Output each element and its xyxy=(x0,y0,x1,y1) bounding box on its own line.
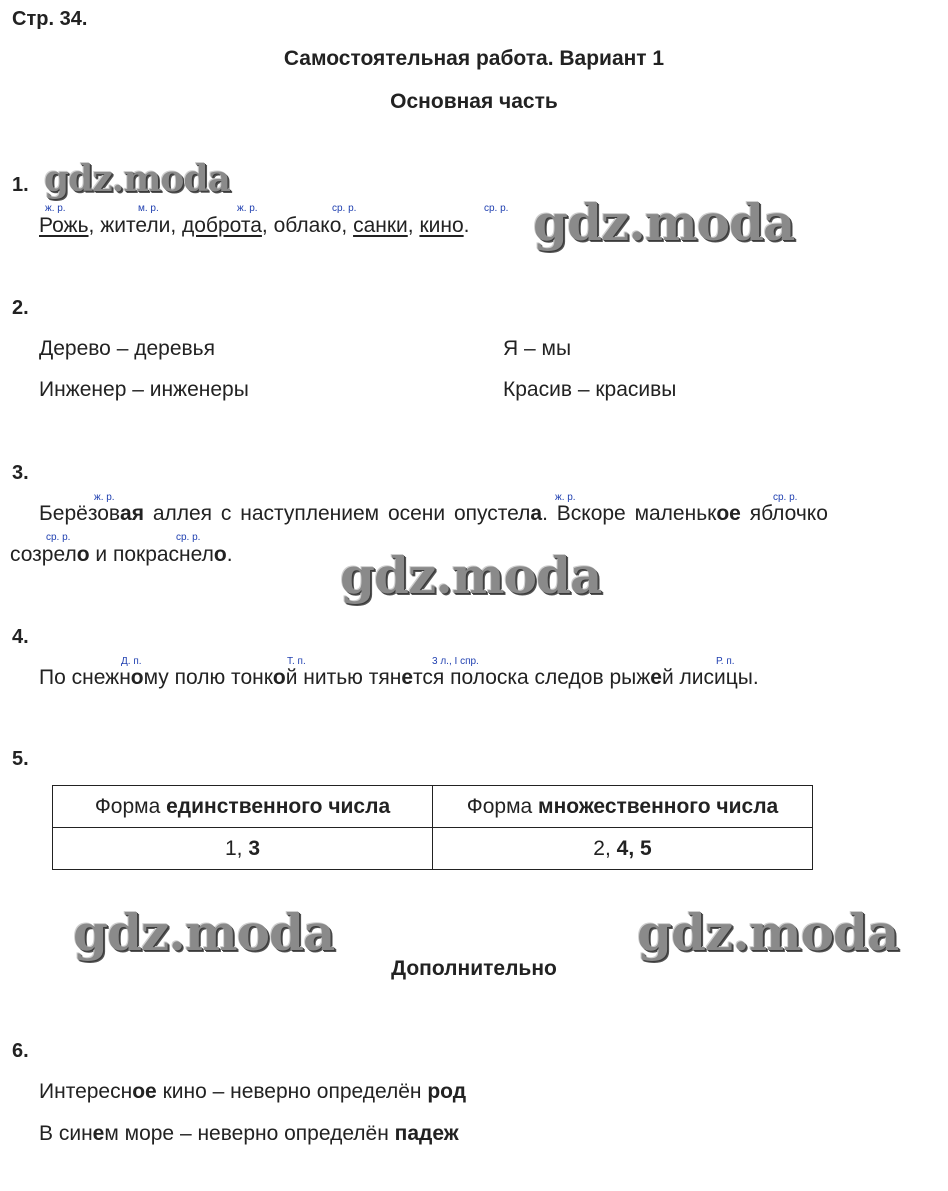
task1-sentence xyxy=(39,214,469,238)
task3-line-1 xyxy=(39,502,828,526)
task1-word-dobrota: доброта xyxy=(182,214,262,237)
task3-annotation-2: ж. р. xyxy=(555,492,576,503)
watermark-logo: gdz.moda xyxy=(44,158,230,200)
page-title: Самостоятельная работа. Вариант 1 xyxy=(283,47,665,70)
cell-bold: 4, 5 xyxy=(616,836,652,860)
text-segment: тся полоска следов рыж xyxy=(413,666,651,689)
ending-bold: о xyxy=(213,543,227,566)
task1-annotation-rozh: ж. р. xyxy=(45,203,66,214)
ending-bold: ое xyxy=(132,1080,157,1103)
header-text: Форма xyxy=(94,794,167,818)
text-segment: По снежн xyxy=(39,666,131,689)
task6-number: 6. xyxy=(12,1040,29,1062)
text-segment: . xyxy=(226,543,233,566)
task4-annotation-2: Т. п. xyxy=(287,656,306,667)
task4-number: 4. xyxy=(12,626,29,648)
watermark-logo: gdz.moda xyxy=(73,903,335,962)
task6-line-1 xyxy=(39,1080,466,1104)
forms-table xyxy=(52,785,813,870)
task1-annotation-zhiteli: м. р. xyxy=(138,203,159,214)
ending-bold: о xyxy=(76,543,90,566)
header-text: Форма xyxy=(466,794,539,818)
ending-bold: е xyxy=(92,1122,105,1145)
task2-number: 2. xyxy=(12,297,29,319)
page-subtitle: Основная часть xyxy=(390,90,558,113)
ending-bold: а xyxy=(530,502,543,525)
text-segment: и покраснел xyxy=(89,543,214,566)
watermark-logo: gdz.moda xyxy=(637,903,899,962)
text-segment: кино – неверно определён xyxy=(156,1080,428,1103)
task3-annotation-5: ср. р. xyxy=(176,532,201,543)
task4-annotation-4: Р. п. xyxy=(716,656,735,667)
task4-annotation-3: 3 л., I спр. xyxy=(432,656,479,667)
task1-annotation-oblako: ср. р. xyxy=(332,203,357,214)
task1-separator: , xyxy=(407,214,420,237)
ending-bold: е xyxy=(650,666,662,689)
cell-text: 2, xyxy=(593,836,617,860)
task4-sentence xyxy=(39,666,759,690)
task6-line-2 xyxy=(39,1122,459,1146)
table-header-row xyxy=(53,786,813,828)
watermark-logo: gdz.moda xyxy=(340,546,602,605)
header-plural xyxy=(433,786,813,828)
table-row xyxy=(53,828,813,870)
task1-annotation-kino: ср. р. xyxy=(484,203,509,214)
task3-annotation-4: ср. р. xyxy=(46,532,71,543)
text-segment: му полю тонк xyxy=(143,666,273,689)
task1-word-oblako: , облако, xyxy=(261,214,354,237)
ending-bold: ое xyxy=(716,502,741,525)
task3-annotation-1: ж. р. xyxy=(94,492,115,503)
header-singular xyxy=(53,786,433,828)
text-segment: Берёзов xyxy=(39,502,121,525)
text-segment: й нитью тян xyxy=(285,666,402,689)
section-additional: Дополнительно xyxy=(391,957,557,980)
task1-period: . xyxy=(463,214,470,237)
task1-word-rozh: Рожь xyxy=(39,214,89,237)
text-segment: . Вскоре маленьк xyxy=(542,502,717,525)
text-segment: аллея с наступлением осени опустел xyxy=(143,502,531,525)
task4-annotation-1: Д. п. xyxy=(121,656,142,667)
task2-pair-4: Красив – красивы xyxy=(503,378,677,401)
text-segment: созрел xyxy=(10,543,77,566)
cell-plural xyxy=(433,828,813,870)
answer-bold: падеж xyxy=(394,1122,459,1145)
task1-word-kino: кино xyxy=(419,214,464,237)
header-bold: множественного числа xyxy=(538,794,779,818)
page-label: Стр. 34. xyxy=(12,8,88,30)
task1-word-sanki: санки xyxy=(353,214,408,237)
ending-bold: е xyxy=(401,666,414,689)
ending-bold: ая xyxy=(120,502,144,525)
task1-annotation-dobrota: ж. р. xyxy=(237,203,258,214)
cell-singular xyxy=(53,828,433,870)
task2-pair-2: Я – мы xyxy=(503,337,572,360)
cell-text: 1, xyxy=(224,836,249,860)
header-bold: единственного числа xyxy=(166,794,391,818)
text-segment: й лисицы. xyxy=(661,666,759,689)
task2-pair-3: Инженер – инженеры xyxy=(39,378,249,401)
task3-number: 3. xyxy=(12,462,29,484)
task5-number: 5. xyxy=(12,748,29,770)
watermark-logo: gdz.moda xyxy=(533,193,795,252)
text-segment: Интересн xyxy=(39,1080,133,1103)
ending-bold: о xyxy=(130,666,144,689)
task1-number: 1. xyxy=(12,174,29,196)
text-segment: яблочко xyxy=(740,502,828,525)
ending-bold: о xyxy=(272,666,286,689)
text-segment: м море – неверно определён xyxy=(104,1122,395,1145)
task2-pair-1: Дерево – деревья xyxy=(39,337,215,360)
task3-annotation-3: ср. р. xyxy=(773,492,798,503)
task1-word-zhiteli: , жители, xyxy=(88,214,182,237)
cell-bold: 3 xyxy=(248,836,261,860)
text-segment: В син xyxy=(39,1122,93,1145)
answer-bold: род xyxy=(427,1080,467,1103)
task3-line-2 xyxy=(10,543,233,567)
